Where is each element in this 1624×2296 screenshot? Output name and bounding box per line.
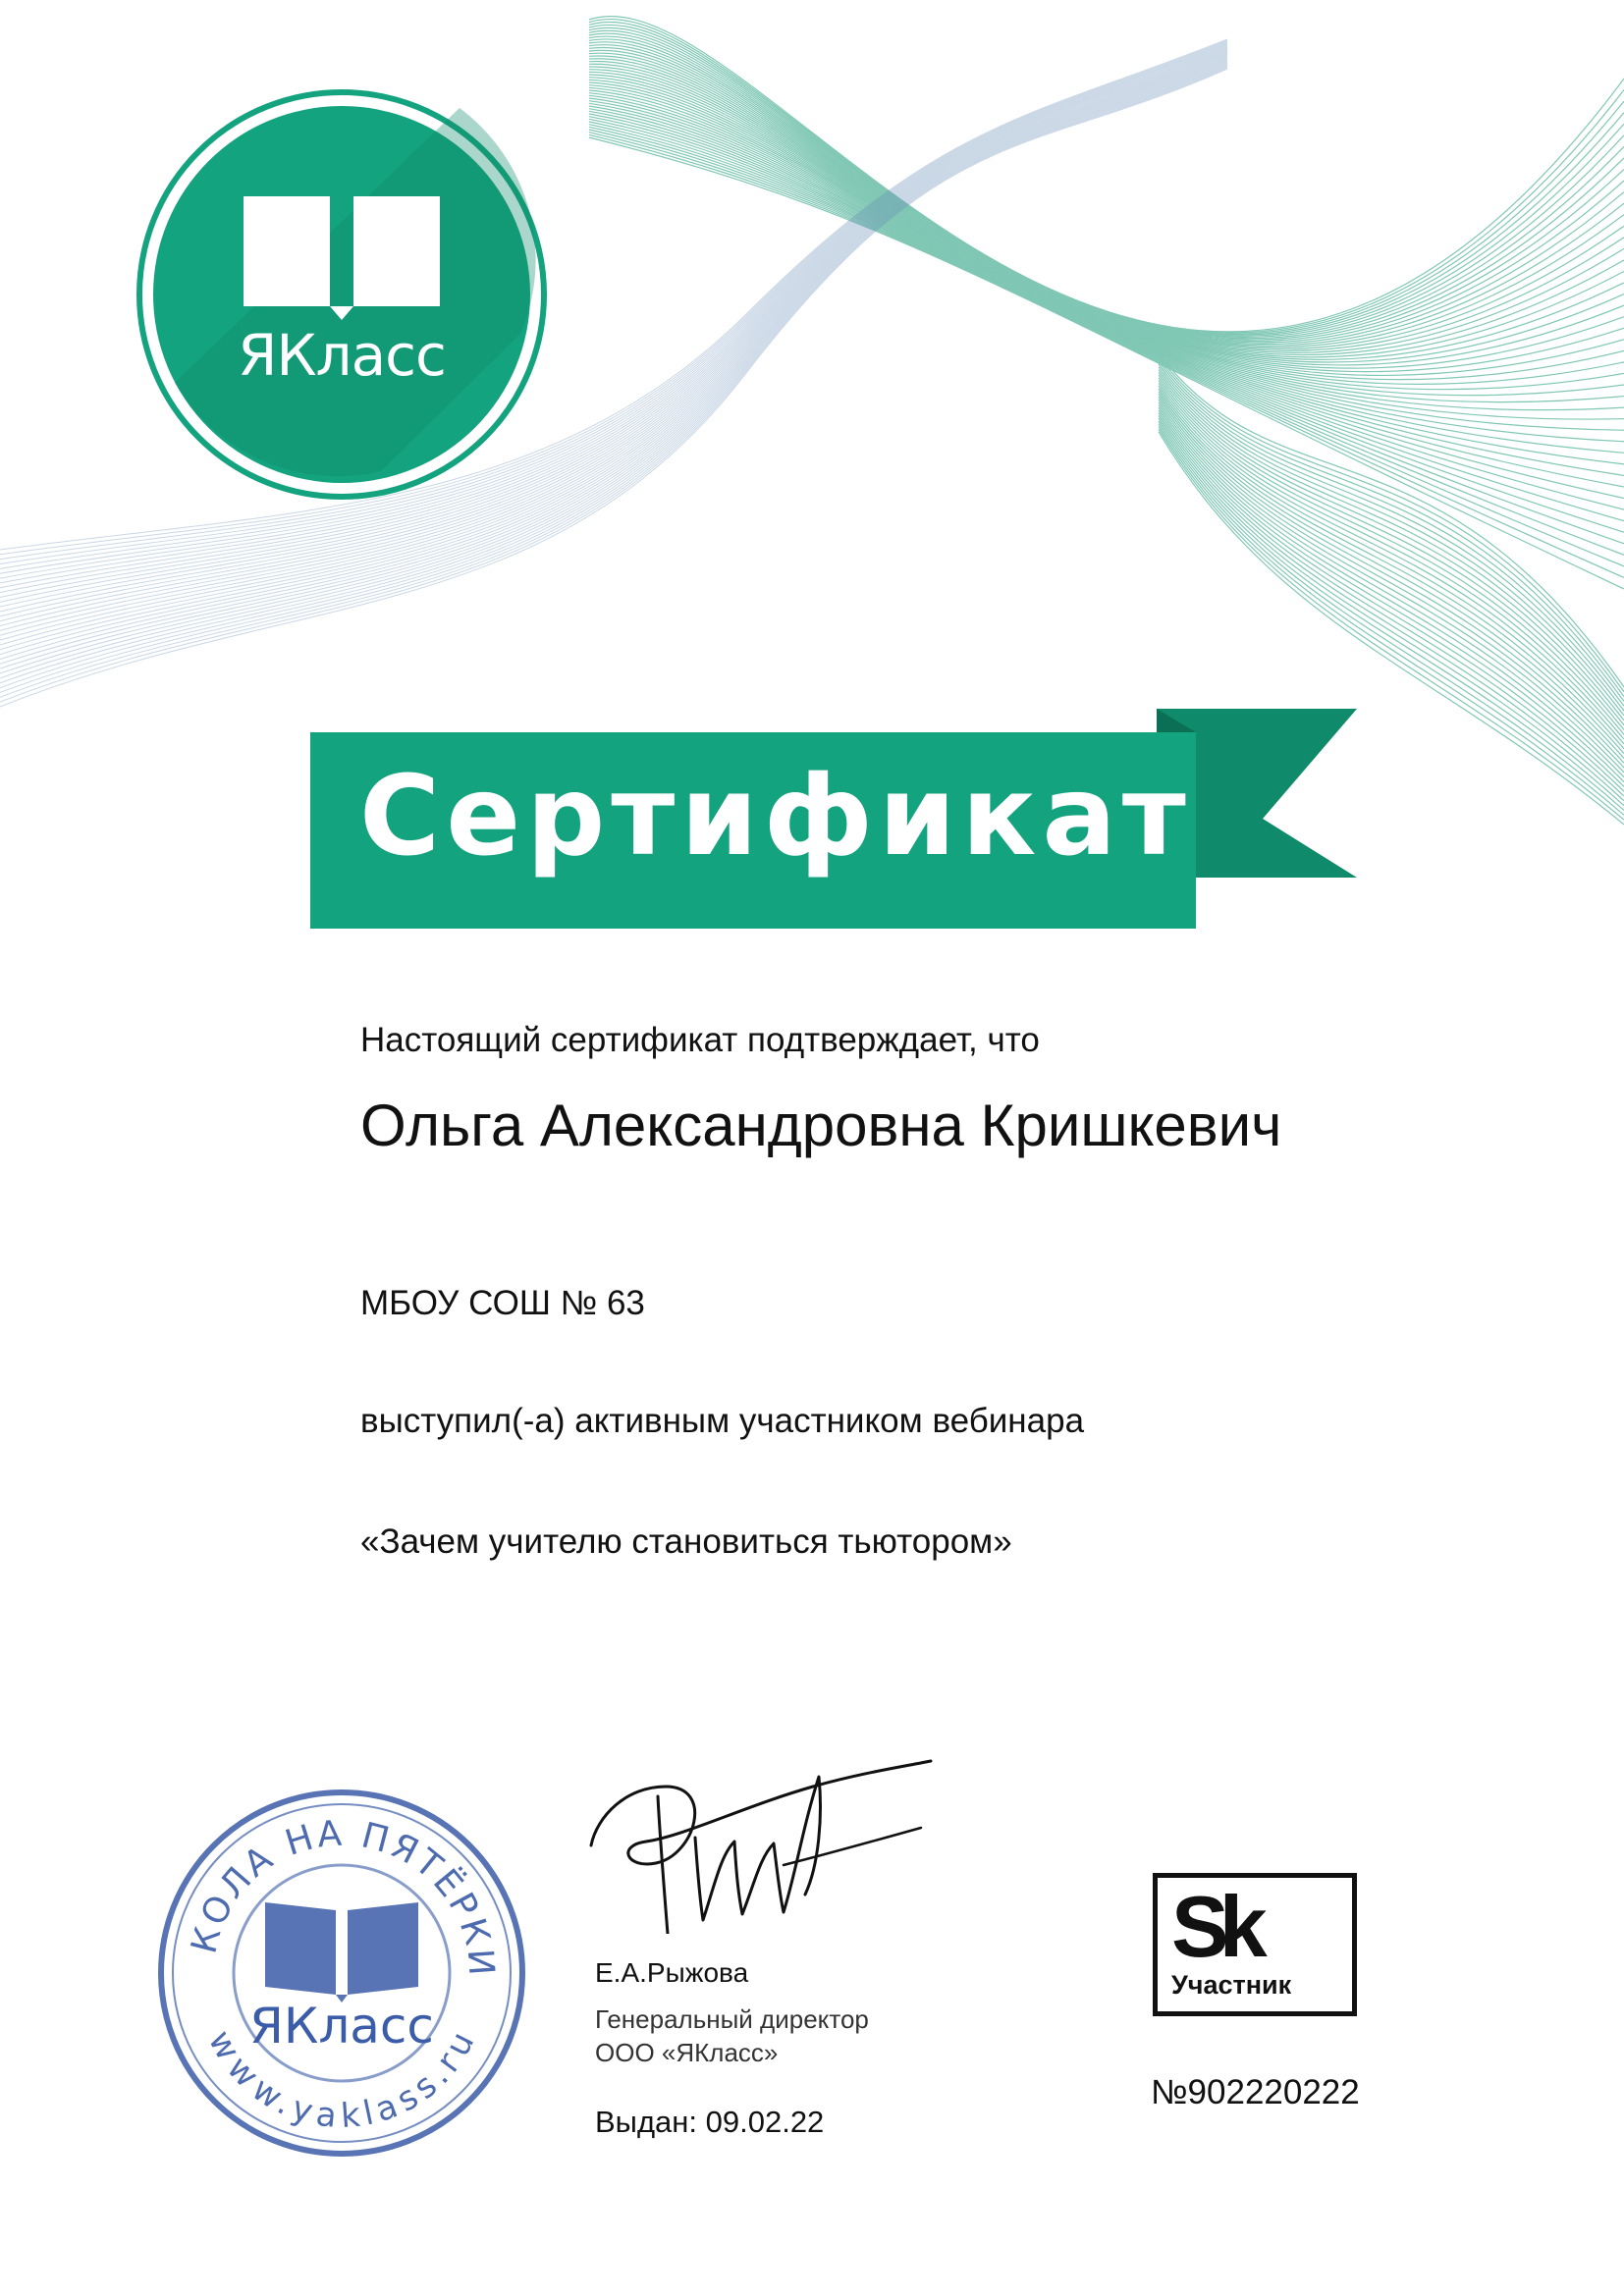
logo-brand-text: ЯКласс	[238, 322, 446, 389]
signatory-position: Генеральный директор	[595, 2004, 869, 2034]
skolkovo-label: Участник	[1171, 1970, 1292, 2000]
certificate-title: Сертификат	[359, 753, 1192, 881]
signature	[587, 1747, 941, 1934]
seal-brand-text: ЯКласс	[249, 1998, 434, 2055]
open-book-icon	[265, 1902, 418, 2002]
yaklass-logo	[135, 88, 548, 501]
seal-bottom-text: www.yaklass.ru	[199, 2023, 484, 2137]
signatory-organization: ООО «ЯКласс»	[595, 2038, 779, 2067]
recipient-name: Ольга Александровна Кришкевич	[360, 1093, 1282, 1158]
school-name: МБОУ СОШ № 63	[360, 1284, 645, 1322]
skolkovo-participant-badge	[1153, 1873, 1357, 2016]
certificate-banner	[310, 705, 1357, 929]
webinar-title: «Зачем учителю становиться тьютором»	[360, 1522, 1012, 1561]
seal-top-text: КОЛА НА ПЯТЁРКИ	[184, 1813, 502, 1980]
yaklass-seal	[155, 1787, 528, 2160]
issue-date: Выдан: 09.02.22	[595, 2105, 825, 2139]
signatory-name: Е.А.Рыжова	[595, 1957, 749, 1988]
skolkovo-mark: Sk	[1171, 1878, 1258, 1975]
intro-text: Настоящий сертификат подтверждает, что	[360, 1021, 1040, 1059]
participation-statement: выступил(-а) активным участником вебинара	[360, 1402, 1085, 1440]
certificate-number: №902220222	[1151, 2073, 1360, 2111]
